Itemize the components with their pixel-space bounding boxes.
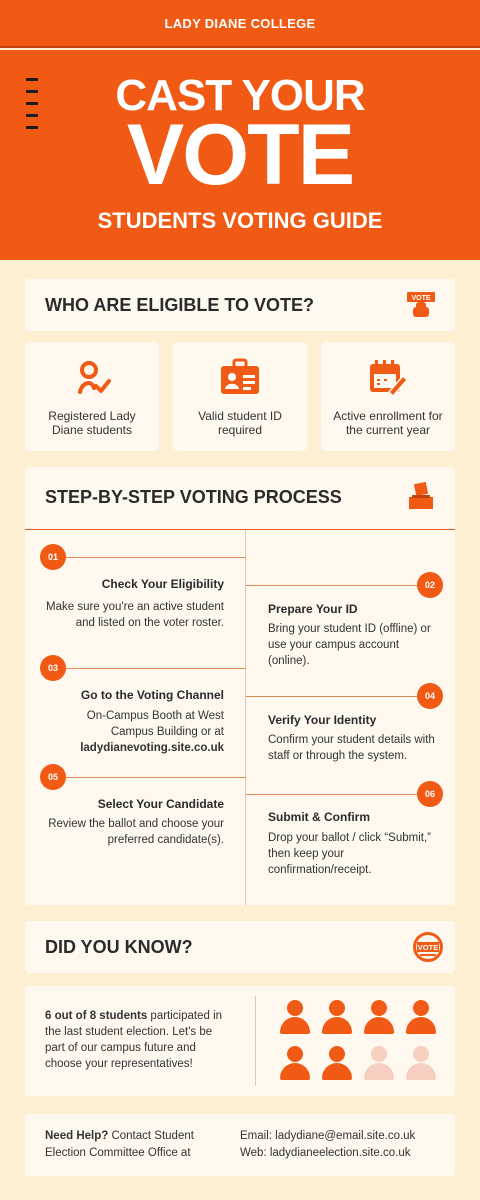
hero-subtitle: STUDENTS VOTING GUIDE <box>97 208 383 233</box>
help-card <box>25 1114 455 1176</box>
college-name: LADY DIANE COLLEGE <box>164 15 316 31</box>
help-contacts <box>240 1128 415 1162</box>
step-connector <box>246 696 418 697</box>
timeline-line <box>245 530 246 905</box>
fact-title: DID YOU KNOW? <box>45 937 193 957</box>
help-text: Need Help? Contact Student Election Committee Office at <box>45 1130 194 1159</box>
step-number-4: 04 <box>417 683 443 709</box>
vote-badge-icon <box>412 931 444 963</box>
registered-student-icon <box>72 358 112 398</box>
fact-divider <box>255 996 256 1086</box>
step-desc-5: Review the ballot and choose your preferred candidate(s). <box>48 818 224 846</box>
process-title: STEP-BY-STEP VOTING PROCESS <box>45 487 342 507</box>
step-desc-4: Confirm your student details with staff or through the system. <box>268 734 435 762</box>
step-number-5: 05 <box>40 764 66 790</box>
step-connector <box>246 794 418 795</box>
step-desc-1: Make sure you're an active student and listed on the voter roster. <box>46 601 224 629</box>
step-number-6: 06 <box>417 781 443 807</box>
hero-line-1: CAST YOUR <box>115 71 365 120</box>
person-participated-icon <box>280 1046 310 1080</box>
top-bar <box>0 0 480 48</box>
step-title-4: Verify Your Identity <box>268 713 377 727</box>
step-connector <box>66 668 246 669</box>
id-card-icon <box>219 358 261 398</box>
eligibility-title: WHO ARE ELIGIBLE TO VOTE? <box>45 295 315 315</box>
vote-hand-icon <box>405 289 437 321</box>
step-number-1: 01 <box>40 544 66 570</box>
hero-line-2: VOTE <box>126 107 354 203</box>
step-number-3: 03 <box>40 655 66 681</box>
step-desc-2: Bring your student ID (offline) or use your campus account (online). <box>268 623 431 667</box>
voting-process-card <box>25 467 455 905</box>
eligibility-item-registered <box>25 342 159 451</box>
eligibility-label: Registered Lady Diane students <box>48 409 136 437</box>
help-web[interactable]: Web: ladydianeelection.site.co.uk <box>240 1147 411 1159</box>
step-connector <box>66 777 246 778</box>
eligibility-item-enrollment <box>321 342 455 451</box>
eligibility-item-id <box>173 342 307 451</box>
person-participated-icon <box>364 1000 394 1034</box>
step-title-1: Check Your Eligibility <box>101 577 224 591</box>
calendar-icon <box>367 358 409 398</box>
svg-text:VOTE: VOTE <box>411 295 431 302</box>
person-not-participated-icon <box>406 1046 436 1080</box>
step-title-5: Select Your Candidate <box>97 797 224 811</box>
hero-banner <box>0 50 480 260</box>
step-connector <box>66 557 246 558</box>
step-title-3: Go to the Voting Channel <box>80 688 224 702</box>
step-connector <box>246 585 418 586</box>
fact-card <box>25 986 455 1096</box>
fact-header <box>25 921 455 973</box>
svg-text:VOTE: VOTE <box>417 943 439 952</box>
process-divider <box>25 529 455 530</box>
eligibility-label: Active enrollment for the current year <box>333 409 443 437</box>
step-title-6: Submit & Confirm <box>268 810 370 824</box>
voting-site-link[interactable]: ladydianevoting.site.co.uk <box>80 742 224 754</box>
fact-text: 6 out of 8 students participated in the last student election. Let's be part of our campus future and choose your representatives! <box>45 1010 223 1070</box>
person-participated-icon <box>322 1046 352 1080</box>
step-number-2: 02 <box>417 572 443 598</box>
help-email[interactable]: Email: ladydiane@email.site.co.uk <box>240 1130 416 1142</box>
person-participated-icon <box>322 1000 352 1034</box>
step-title-2: Prepare Your ID <box>268 602 358 616</box>
step-desc-6: Drop your ballot / click “Submit,” then keep your confirmation/receipt. <box>268 832 431 876</box>
eligibility-label: Valid student ID required <box>198 409 282 437</box>
eligibility-header <box>25 279 455 331</box>
step-desc-3: On-Campus Booth at West Campus Building or at ladydianevoting.site.co.uk <box>80 710 224 754</box>
person-participated-icon <box>280 1000 310 1034</box>
person-not-participated-icon <box>364 1046 394 1080</box>
ballot-box-icon <box>407 481 435 511</box>
person-participated-icon <box>406 1000 436 1034</box>
